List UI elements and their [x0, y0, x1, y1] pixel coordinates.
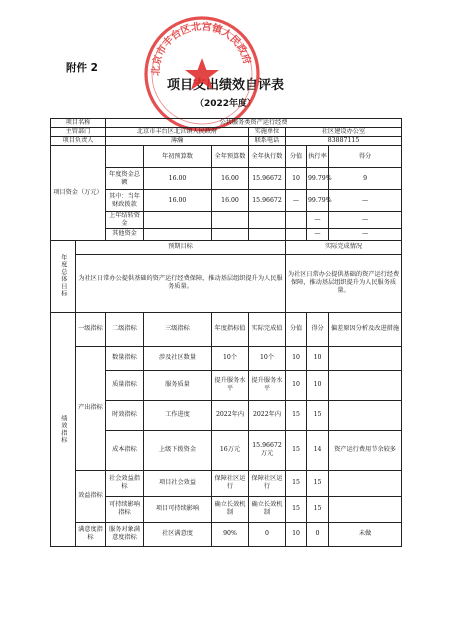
attachment-label: 附件 2 — [66, 62, 98, 74]
funds-row-label: 年度资金总额 — [106, 168, 144, 190]
funds-cell — [249, 212, 286, 229]
indicator-header: 得分 — [307, 312, 329, 346]
indicator-score: 10 — [286, 370, 307, 400]
indicator-header: 偏差原因分析及改进措施 — [329, 312, 402, 346]
funds-header: 年初预算数 — [144, 146, 212, 168]
indicator-l3: 项目可持续影响 — [144, 496, 212, 522]
indicator-header: 分值 — [286, 312, 307, 346]
indicator-l3: 项目社会效益 — [144, 470, 212, 496]
funds-header: 执行率 — [307, 146, 329, 168]
dept-value: 北京市丰台区北宫镇人民政府 — [106, 128, 249, 137]
indicator-target: 90% — [212, 522, 249, 546]
expected-header: 预期目标 — [76, 240, 286, 254]
indicator-got: 15 — [307, 470, 329, 496]
indicator-target: 提升服务水平 — [212, 370, 249, 400]
indicator-l2: 质量指标 — [106, 370, 144, 400]
indicator-l2: 数量指标 — [106, 346, 144, 370]
funds-cell: 99.79% — [307, 168, 329, 190]
indicator-actual: 保障社区运行 — [249, 470, 286, 496]
indicator-target: 10个 — [212, 346, 249, 370]
owner-label: 项目负责人 — [51, 137, 106, 146]
indicator-got: 15 — [307, 496, 329, 522]
funds-header: 全年执行数 — [249, 146, 286, 168]
indicator-note — [329, 346, 402, 370]
funds-section-label: 项目资金（万元） — [51, 146, 106, 241]
indicator-l2: 可持续影响指标 — [106, 496, 144, 522]
funds-row-label: 上年结转资金 — [106, 212, 144, 229]
indicator-score: 10 — [286, 522, 307, 546]
indicator-note — [329, 496, 402, 522]
funds-cell: — — [329, 190, 402, 212]
indicator-target: 16万元 — [212, 430, 249, 470]
funds-row-label: 其中：当年财政拨款 — [106, 190, 144, 212]
indicator-header: 一级指标 — [76, 312, 106, 346]
indicator-score: 15 — [286, 430, 307, 470]
indicators-section-text: 绩效指标 — [59, 414, 67, 444]
funds-cell: — — [286, 190, 307, 212]
goals-section-label — [51, 240, 76, 312]
indicator-l2: 服务对象满意度指标 — [106, 522, 144, 546]
phone-label: 联系电话 — [249, 137, 286, 146]
funds-cell — [212, 228, 249, 240]
indicator-l3: 工作进度 — [144, 400, 212, 430]
indicator-actual: 10个 — [249, 346, 286, 370]
report-year: （2022年度） — [194, 99, 257, 109]
funds-cell — [144, 212, 212, 229]
funds-cell: 15.96672 — [249, 168, 286, 190]
project-name: 公共服务类资产运行经费 — [106, 119, 402, 128]
funds-cell — [144, 228, 212, 240]
funds-cell: 99.79% — [307, 190, 329, 212]
expected-goal: 为社区日常办公提供基础的资产运行经费保障，推动基层组织提升为人民服务质量。 — [76, 254, 286, 312]
funds-cell — [212, 212, 249, 229]
indicator-note: 资产运行费用节余较多 — [329, 430, 402, 470]
indicator-actual: 2022年内 — [249, 400, 286, 430]
indicator-score: 15 — [286, 470, 307, 496]
funds-cell: 16.00 — [212, 168, 249, 190]
funds-cell: 16.00 — [212, 190, 249, 212]
self-evaluation-table — [50, 118, 402, 547]
funds-cell: 16.00 — [144, 190, 212, 212]
indicator-header: 年度指标值 — [212, 312, 249, 346]
page-title: 项目支出绩效自评表 — [166, 78, 284, 93]
impl-value: 社区建设办公室 — [286, 128, 402, 137]
indicator-l2: 时效指标 — [106, 400, 144, 430]
indicator-score: 15 — [286, 496, 307, 522]
indicator-note — [329, 470, 402, 496]
indicator-target: 确立长效机制 — [212, 496, 249, 522]
indicator-actual: 15.96672万元 — [249, 430, 286, 470]
impl-label: 实施单位 — [249, 128, 286, 137]
indicator-note — [329, 370, 402, 400]
indicator-got: 10 — [307, 370, 329, 400]
funds-cell: — — [329, 228, 402, 240]
indicator-got: 10 — [307, 346, 329, 370]
indicator-actual: 提升服务水平 — [249, 370, 286, 400]
funds-header: 分值 — [286, 146, 307, 168]
indicators-section-label — [51, 312, 76, 546]
owner-value: 薄瀚 — [106, 137, 249, 146]
indicator-header: 实际完成值 — [249, 312, 286, 346]
indicator-l3: 涉及社区数量 — [144, 346, 212, 370]
svg-text:北京市丰台区北宫镇人民政府: 北京市丰台区北宫镇人民政府 — [150, 21, 253, 77]
funds-cell: 16.00 — [144, 168, 212, 190]
funds-cell — [249, 228, 286, 240]
phone-value: 83887115 — [286, 137, 402, 146]
indicator-header: 二级指标 — [106, 312, 144, 346]
indicator-got: 0 — [307, 522, 329, 546]
indicator-l2: 社会效益指标 — [106, 470, 144, 496]
indicator-l3: 社区满意度 — [144, 522, 212, 546]
indicator-actual: 确立长效机制 — [249, 496, 286, 522]
funds-row-label: 其他资金 — [106, 228, 144, 240]
indicator-got: 14 — [307, 430, 329, 470]
indicator-header: 三级指标 — [144, 312, 212, 346]
level1-benefit: 效益指标 — [76, 470, 106, 522]
indicator-got: 15 — [307, 400, 329, 430]
indicator-l3: 服务质量 — [144, 370, 212, 400]
indicator-score: 10 — [286, 346, 307, 370]
goals-section-text: 年度总体目标 — [59, 254, 67, 298]
indicator-l2: 成本指标 — [106, 430, 144, 470]
indicator-target: 2022年内 — [212, 400, 249, 430]
indicator-l3: 上级下拨资金 — [144, 430, 212, 470]
project-name-label: 项目名称 — [51, 119, 106, 128]
level1-output: 产出指标 — [76, 346, 106, 470]
funds-cell: — — [329, 212, 402, 229]
funds-header: 得分 — [329, 146, 402, 168]
indicator-note — [329, 400, 402, 430]
funds-header: 全年预算数 — [212, 146, 249, 168]
indicator-score: 15 — [286, 400, 307, 430]
funds-cell: 10 — [286, 168, 307, 190]
indicator-note: 未做 — [329, 522, 402, 546]
funds-cell: 15.96672 — [249, 190, 286, 212]
indicator-target: 保障社区运行 — [212, 470, 249, 496]
level1-satisfaction: 满意度指标 — [76, 522, 106, 546]
funds-cell: — — [307, 212, 329, 229]
funds-cell — [286, 212, 307, 229]
official-seal-icon — [142, 14, 262, 134]
funds-cell: 9 — [329, 168, 402, 190]
funds-header — [106, 146, 144, 168]
actual-goal: 为社区日常办公提供基础的资产运行经费保障，推动基层组织提升为人民服务质量。 — [286, 254, 402, 312]
dept-label: 主管部门 — [51, 128, 106, 137]
funds-cell — [286, 228, 307, 240]
actual-header: 实际完成情况 — [286, 240, 402, 254]
indicator-actual: 0 — [249, 522, 286, 546]
funds-cell: — — [307, 228, 329, 240]
